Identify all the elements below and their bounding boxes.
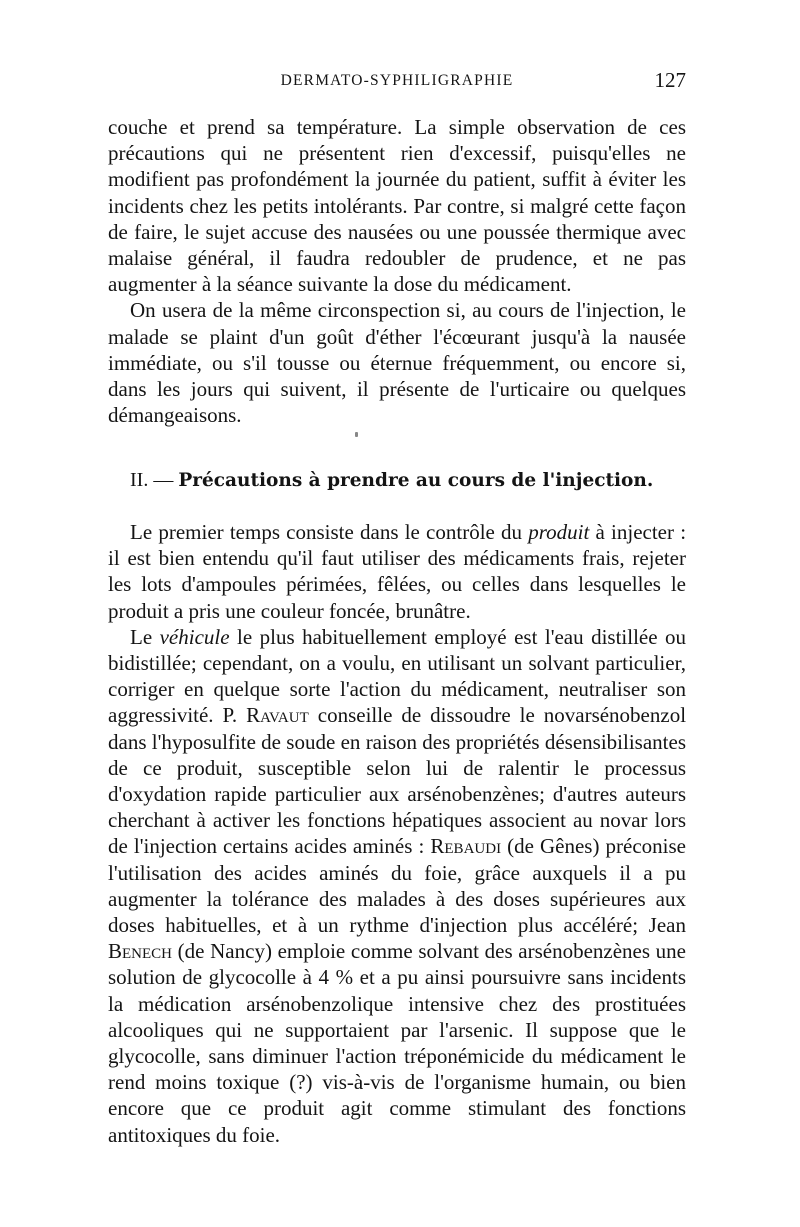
section-number: II. — (130, 469, 174, 491)
running-head (108, 68, 686, 102)
section-heading (130, 466, 686, 495)
text-run: Le premier temps consiste dans le contrôle du (130, 520, 523, 544)
paragraph-produit (108, 519, 686, 624)
author-name-ravaut: Ravaut (246, 703, 309, 728)
text-run: (de Gênes) préconise l'utilisation des acides aminés du foie, grâce auxquels il a pu augmenter la tolérance des malades à des doses supérieures aux doses habituelles, et à un rythme d'injection plus accéléré; Jean (108, 834, 686, 938)
text-run: (de Nancy) emploie comme solvant des arsénobenzènes une solution de glycocolle à 4 % et a pu ainsi poursuivre sans incidents la médication arsénobenzolique intensive chez des prostituées alcooliques qui ne supportaient par l'arsenic. Il suppose que le glycocolle, sans diminuer l'action tréponémicide du médicament le rend moins toxique (?) vis-à-vis de l'organisme humain, ou bien encore que ce produit agit comme stimulant des fonctions antitoxiques du foie. (108, 939, 687, 1147)
running-title: DERMATO-SYPHILIGRAPHIE (280, 72, 514, 89)
paragraph-circonspection: On usera de la même circonspection si, au cours de l'injection, le malade se plaint d'un goût d'éther l'écœurant jusqu'à la nausée immédiate, ou s'il tousse ou éternue fréquemment, ou encore si, dans les jours qui suivent, il présente de l'urticaire ou quelques démangeaisons. (108, 298, 686, 428)
print-speck (355, 432, 358, 437)
paragraph-vehicule (108, 624, 686, 1148)
text-run: conseille de dissoudre le novarsénobenzol dans l'hyposulfite de soude en raison des propriétés désensibilisantes de ce produit, susceptible selon lui de ralentir le processus d'oxydation rapide particulier aux arsénobenzènes; d'autres auteurs cherchant à activer les fonctions hépatiques associent au novar lors de l'injection certains acides aminés : (108, 703, 687, 859)
author-name-rebaudi: Rebaudi (430, 834, 502, 859)
intro-text (108, 114, 686, 428)
text-run: le plus habituellement employé est l'eau distillée ou bidistillée; cependant, on a voulu, en utilisant un solvant particulier, corriger en quelque sorte l'action du médicament, neutraliser son aggressivité. P. (108, 624, 686, 728)
body-text (108, 519, 686, 1148)
text-run: à injecter : il est bien entendu qu'il faut utiliser des médicaments frais, rejeter les lots d'ampoules périmées, fêlées, ou celles dans lesquelles le produit a pris une couleur foncée, brunâtre. (108, 520, 687, 623)
section-title: Précautions à prendre au cours de l'injection. (178, 470, 654, 491)
author-name-benech: Benech (108, 939, 173, 964)
italic-term-produit: produit (528, 520, 590, 544)
page-number: 127 (654, 68, 686, 92)
italic-term-vehicule: véhicule (159, 624, 230, 649)
paragraph-continuation: couche et prend sa température. La simple observation de ces précautions qui ne présentent rien d'excessif, puisqu'elles ne modifient pas profondément la journée du patient, suffit à éviter les incidents chez les petits intolérants. Par contre, si malgré cette façon de faire, le sujet accuse des nausées ou une poussée thermique avec malaise général, il faudra redoubler de prudence, et ne pas augmenter à la séance suivante la dose du médicament. (108, 115, 686, 297)
text-run: Le (130, 624, 153, 649)
